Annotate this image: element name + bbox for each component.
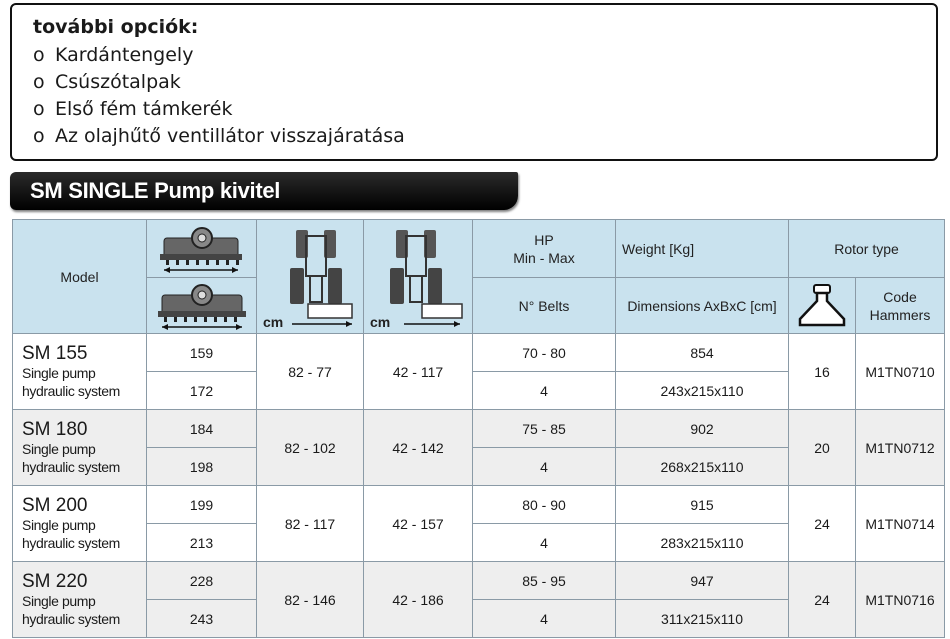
bullet-icon: o <box>33 98 45 120</box>
model-name: SM 220 <box>22 570 88 592</box>
model-sub1: Single pump <box>22 364 96 381</box>
hp-value: 80 - 90 <box>473 486 616 524</box>
option-item <box>33 69 936 96</box>
hammers-value: 16 <box>789 334 856 410</box>
table-row <box>13 334 945 372</box>
header-belts: N° Belts <box>473 278 616 334</box>
belts-value: 4 <box>473 524 616 562</box>
model-sub1: Single pump <box>22 592 96 609</box>
offset-a-value: 82 - 77 <box>257 334 364 410</box>
model-name: SM 155 <box>22 342 88 364</box>
table-row <box>13 562 945 600</box>
cm-label-b: cm <box>370 313 391 330</box>
hp-value: 85 - 95 <box>473 562 616 600</box>
hammers-value: 24 <box>789 486 856 562</box>
offset-a-value: 82 - 117 <box>257 486 364 562</box>
header-hp-line2: Min - Max <box>513 249 575 266</box>
hp-value: 75 - 85 <box>473 410 616 448</box>
section-title-bar: SM SINGLE Pump kivitel <box>10 172 518 210</box>
header-offset-b <box>364 220 473 334</box>
dimensions-value: 268x215x110 <box>616 448 789 486</box>
weight-value: 854 <box>616 334 789 372</box>
header-code <box>856 278 945 334</box>
option-item <box>33 42 936 69</box>
code-value: M1TN0710 <box>856 334 945 410</box>
header-offset-a <box>257 220 364 334</box>
offset-b-value: 42 - 117 <box>364 334 473 410</box>
bullet-icon: o <box>33 71 45 93</box>
bullet-icon: o <box>33 44 45 66</box>
width-a-value: 184 <box>147 410 257 448</box>
width-a-value: 159 <box>147 334 257 372</box>
dimensions-value: 243x215x110 <box>616 372 789 410</box>
spec-table <box>12 219 945 638</box>
mower-front-small-icon <box>154 224 250 274</box>
hammers-value: 20 <box>789 410 856 486</box>
header-model: Model <box>13 220 147 334</box>
options-box <box>10 3 938 161</box>
model-sub2: hydraulic system <box>22 382 120 399</box>
code-value: M1TN0714 <box>856 486 945 562</box>
offset-b-value: 42 - 157 <box>364 486 473 562</box>
header-width-large <box>147 278 257 334</box>
width-b-value: 172 <box>147 372 257 410</box>
belts-value: 4 <box>473 448 616 486</box>
dimensions-value: 283x215x110 <box>616 524 789 562</box>
option-label: Kardántengely <box>55 44 194 66</box>
model-cell <box>13 334 147 410</box>
option-item <box>33 96 936 123</box>
option-label: Az olajhűtő ventillátor visszajáratása <box>55 125 405 147</box>
weight-value: 947 <box>616 562 789 600</box>
header-rotor-type: Rotor type <box>789 220 945 278</box>
model-cell <box>13 486 147 562</box>
header-code-line2: Hammers <box>869 306 931 323</box>
header-hammer <box>789 278 856 334</box>
code-value: M1TN0716 <box>856 562 945 638</box>
bullet-icon: o <box>33 125 45 147</box>
options-list <box>33 42 936 150</box>
width-b-value: 198 <box>147 448 257 486</box>
options-title: további opciók: <box>33 16 199 38</box>
header-hp <box>473 220 616 278</box>
header-width-small <box>147 220 257 278</box>
option-label: Csúszótalpak <box>55 71 181 93</box>
offset-a-value: 82 - 102 <box>257 410 364 486</box>
header-dimensions: Dimensions AxBxC [cm] <box>616 278 789 334</box>
model-sub2: hydraulic system <box>22 534 120 551</box>
model-sub1: Single pump <box>22 440 96 457</box>
weight-value: 902 <box>616 410 789 448</box>
width-b-value: 213 <box>147 524 257 562</box>
model-cell <box>13 562 147 638</box>
width-b-value: 243 <box>147 600 257 638</box>
model-sub2: hydraulic system <box>22 458 120 475</box>
option-label: Első fém támkerék <box>55 98 233 120</box>
hp-value: 70 - 80 <box>473 334 616 372</box>
code-value: M1TN0712 <box>856 410 945 486</box>
hammer-icon <box>792 283 852 329</box>
offset-a-value: 82 - 146 <box>257 562 364 638</box>
model-sub1: Single pump <box>22 516 96 533</box>
option-item <box>33 123 936 150</box>
model-name: SM 180 <box>22 418 88 440</box>
width-a-value: 228 <box>147 562 257 600</box>
offset-b-value: 42 - 142 <box>364 410 473 486</box>
dimensions-value: 311x215x110 <box>616 600 789 638</box>
header-code-line1: Code <box>883 288 917 305</box>
header-weight: Weight [Kg] <box>616 220 789 278</box>
belts-value: 4 <box>473 372 616 410</box>
model-sub2: hydraulic system <box>22 610 120 627</box>
header-hp-line1: HP <box>534 231 554 248</box>
table-row <box>13 410 945 448</box>
weight-value: 915 <box>616 486 789 524</box>
offset-b-value: 42 - 186 <box>364 562 473 638</box>
width-a-value: 199 <box>147 486 257 524</box>
cm-label-a: cm <box>263 313 284 330</box>
table-row <box>13 486 945 524</box>
model-cell <box>13 410 147 486</box>
hammers-value: 24 <box>789 562 856 638</box>
mower-front-large-icon <box>154 281 250 331</box>
belts-value: 4 <box>473 600 616 638</box>
model-name: SM 200 <box>22 494 88 516</box>
